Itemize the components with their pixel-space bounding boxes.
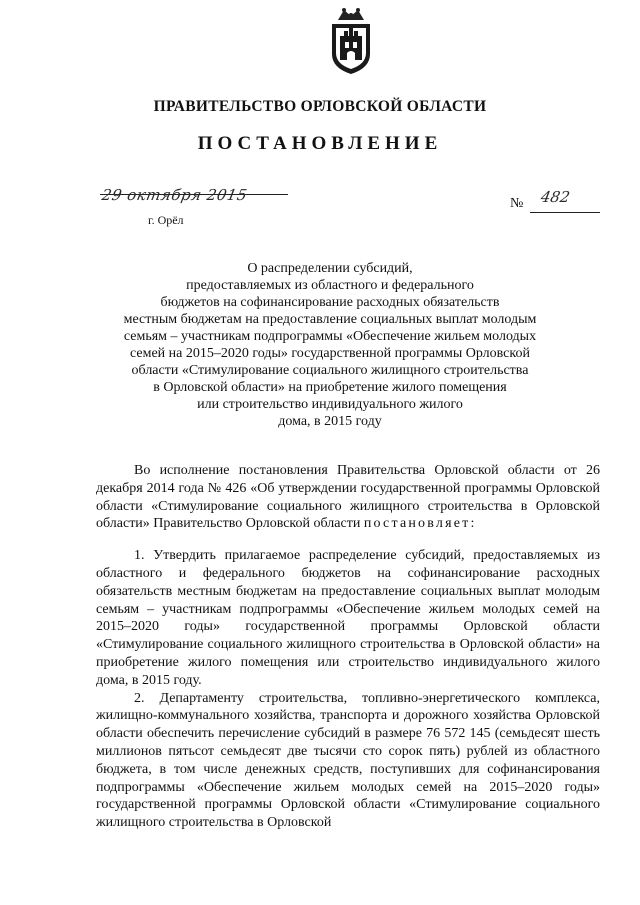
preamble-text: Во исполнение постановления Правительства Орловской области от 26 декабря 2014 года № 426 «Об утверждении государственной программы Орловской области «Стимулирование социального жилищного строительства в Орловской области» Правительство Орловской области (96, 463, 600, 532)
subject-line: местным бюджетам на предоставление социальных выплат молодым (123, 312, 537, 327)
preamble-paragraph (96, 462, 600, 533)
subject-line: дома, в 2015 году (278, 414, 382, 429)
date-handwritten: 29 октября 2015 (100, 186, 249, 204)
item-1-paragraph: 1. Утвердить прилагаемое распределение субсидий, предоставляемых из областного и федерального бюджетов на софинансирование расходных обязательств местным бюджетам на предоставление социальных выплат молодым семьям – участникам подпрограммы «Обеспечение жильем молодых семей на 2015–2020 годы» государственной программы Орловской области «Стимулирование социального жилищного строительства в Орловской области» на приобретение жилого помещения или строительство индивидуального жилого дома, в 2015 году. (96, 548, 600, 688)
subject-line: бюджетов на софинансирование расходных обязательств (160, 295, 500, 310)
subject-line: семьям – участникам подпрограммы «Обеспечение жильем молодых (123, 329, 537, 344)
decree-word: постановляет: (363, 516, 477, 532)
document-type-title: ПОСТАНОВЛЕНИЕ (197, 133, 443, 154)
subject-line: или строительство индивидуального жилого (197, 397, 463, 412)
government-title: ПРАВИТЕЛЬСТВО ОРЛОВСКОЙ ОБЛАСТИ (153, 98, 487, 115)
city-label: г. Орёл (148, 213, 184, 227)
item-2-paragraph: 2. Департаменту строительства, топливно-энергетического комплекса, жилищно-коммунального хозяйства, транспорта и дорожного хозяйства Орловской области обеспечить перечисление субсидий в размере 76 572 145 (семьдесят шесть миллионов пятьсот семьдесят две тысячи сто сорок пять) рублей из областного бюджета, в том числе денежных средств, поступивших для софинансирования подпрограммы «Обеспечение жильем молодых семей на 2015–2020 годы» государственной программы Орловской области «Стимулирование социального жилищного строительства в Орловской (96, 690, 600, 831)
number-underline (530, 212, 600, 213)
coat-of-arms-icon (326, 6, 376, 76)
document-subject (100, 260, 560, 430)
subject-line: семей на 2015–2020 годы» государственной программы Орловской (130, 346, 530, 361)
number-label: № (510, 196, 524, 211)
subject-line: в Орловской области» на приобретение жилого помещения (153, 380, 507, 395)
subject-line: области «Стимулирование социального жилищного строительства (131, 363, 529, 378)
document-body (96, 462, 600, 832)
number-handwritten: 482 (539, 188, 572, 206)
subject-line: предоставляемых из областного и федерального (186, 278, 474, 293)
subject-line: О распределении субсидий, (247, 261, 413, 276)
